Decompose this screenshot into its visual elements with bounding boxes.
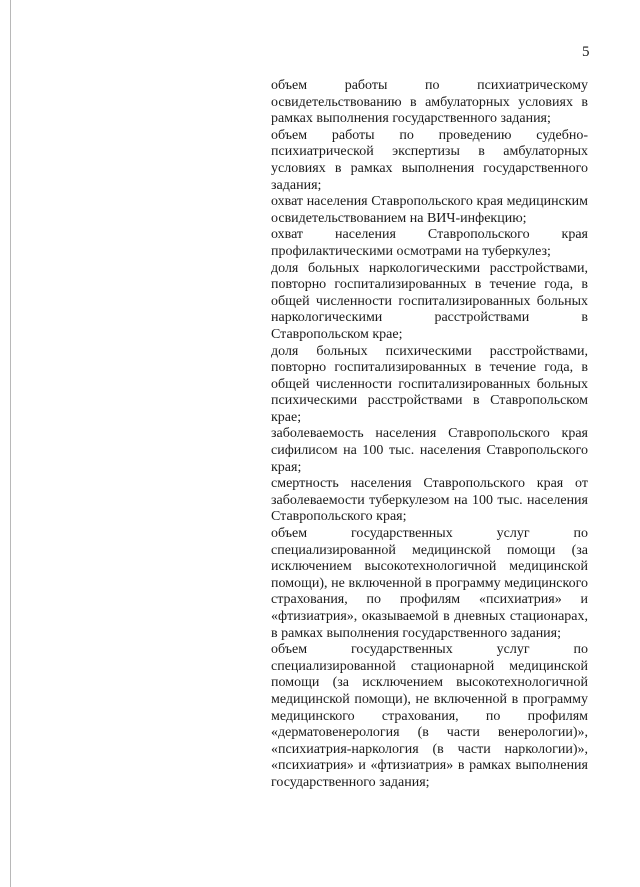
- page-number: 5: [582, 44, 590, 60]
- paragraph: заболеваемость населения Ставропольского края сифилисом на 100 тыс. населения Ставропольского края;: [271, 426, 588, 475]
- paragraph: охват населения Ставропольского края медицинским освидетельствованием на ВИЧ-инфекцию;: [271, 194, 588, 226]
- paragraph: доля больных психическими расстройствами, повторно госпитализированных в течение года, в общей численности госпитализированных больных психическими расстройствами в Ставропольском крае;: [271, 343, 588, 425]
- paragraph: объем работы по проведению судебно-психиатрической экспертизы в амбулаторных условиях в рамках выполнения государственного задания;: [271, 127, 588, 193]
- paragraph: объем работы по психиатрическому освидетельствованию в амбулаторных условиях в рамках выполнения государственного задания;: [271, 78, 588, 127]
- paragraph: объем государственных услуг по специализированной медицинской помощи (за исключением высокотехнологичной медицинской помощи), не включенной в программу медицинского страхования, по профилям «психиатрия» и «фтизиатрия», оказываемой в дневных стационарах, в рамках выполнения государственного задания;: [271, 526, 588, 641]
- scan-edge-line: [10, 0, 11, 887]
- paragraph: доля больных наркологическими расстройствами, повторно госпитализированных в течение года, в общей численности госпитализированных больных наркологическими расстройствами в Ставропольском крае;: [271, 260, 588, 342]
- paragraph: объем государственных услуг по специализированной стационарной медицинской помощи (за исключением высокотехнологичной медицинской помощи), не включенной в программу медицинского страхования, по профилям «дерматовенерология (в части венерологии)», «психиатрия-наркология (в части наркологии)», «психиатрия» и «фтизиатрия» в рамках выполнения государственного задания;: [271, 642, 588, 790]
- paragraph: смертность населения Ставропольского края от заболеваемости туберкулезом на 100 тыс. населения Ставропольского края;: [271, 476, 588, 525]
- document-body: [271, 78, 588, 792]
- paragraph: охват населения Ставропольского края профилактическими осмотрами на туберкулез;: [271, 227, 588, 259]
